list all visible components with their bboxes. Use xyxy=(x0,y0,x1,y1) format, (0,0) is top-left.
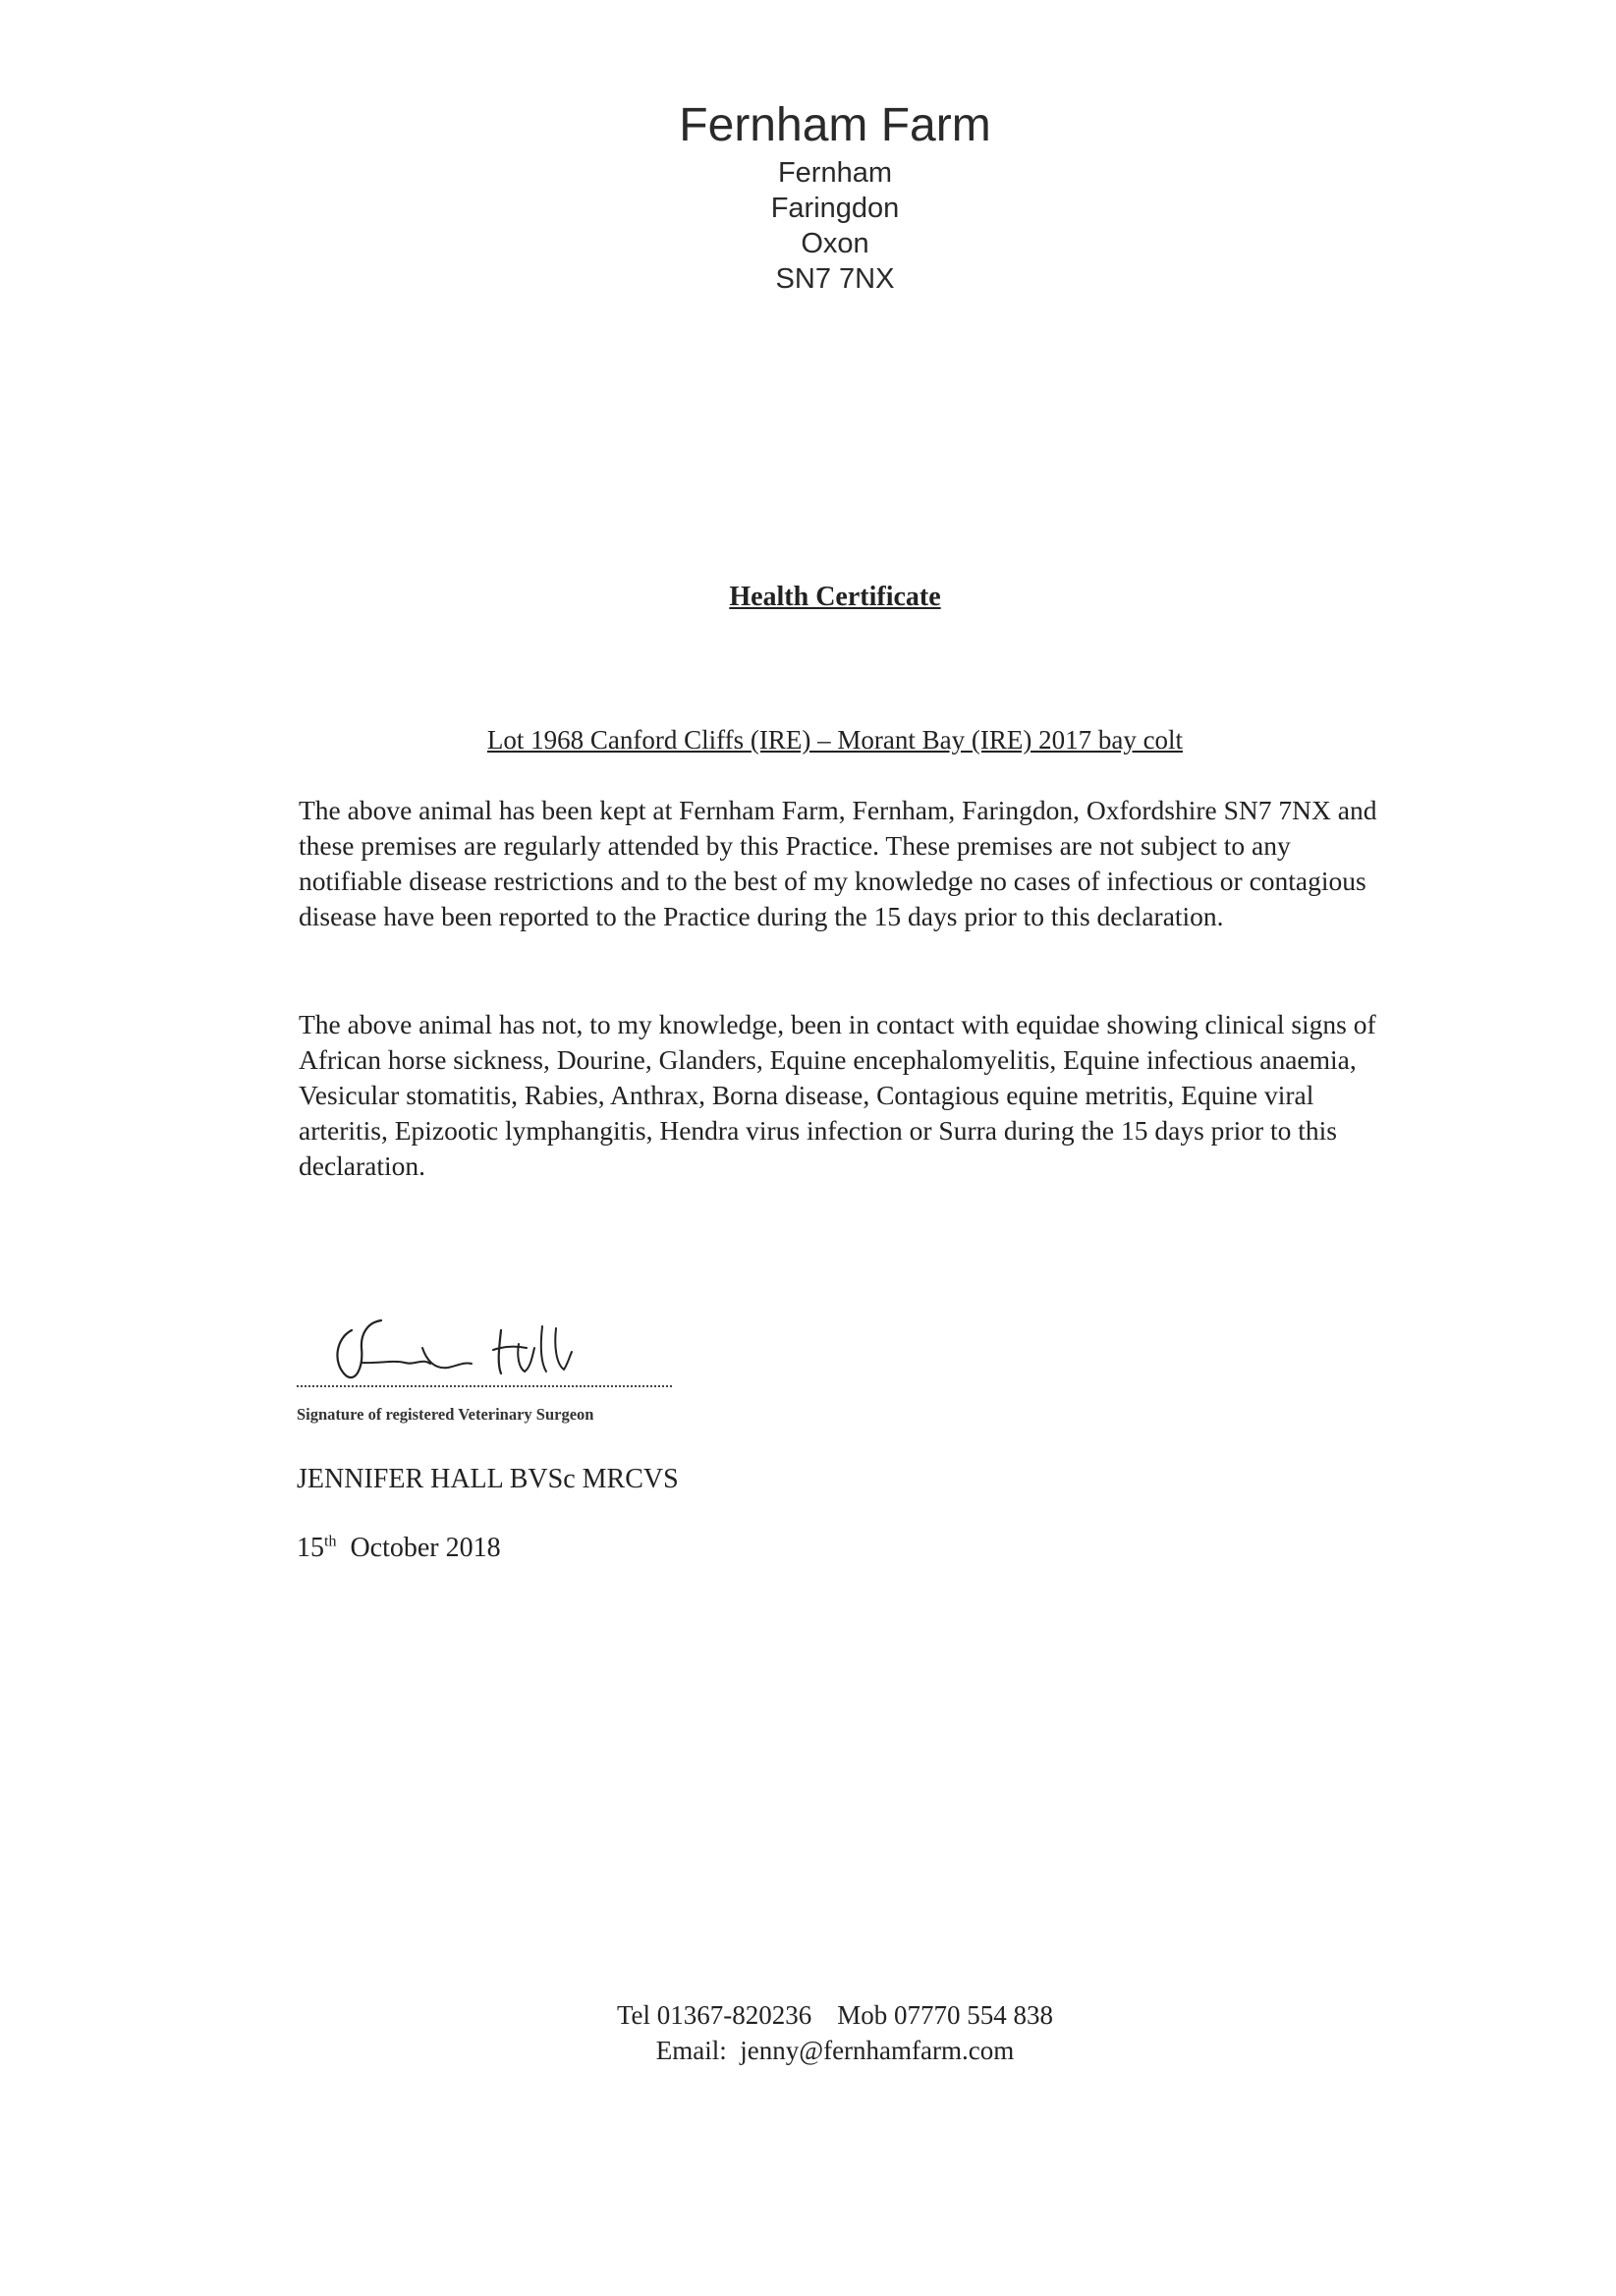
date-month-year: October 2018 xyxy=(350,1533,501,1563)
address-line-3: Oxon xyxy=(801,228,869,259)
telephone: Tel 01367-820236 xyxy=(616,2000,812,2030)
email-address: jenny@fernhamfarm.com xyxy=(740,2036,1015,2065)
phone-line xyxy=(0,1997,1616,2033)
handwritten-signature xyxy=(324,1309,658,1387)
signature-line xyxy=(297,1385,672,1387)
vet-name: JENNIFER HALL BVSc MRCVS xyxy=(297,1464,679,1494)
declaration-paragraph-1: The above animal has been kept at Fernham Farm, Fernham, Faringdon, Oxfordshire SN7 7NX and these premises are regularly attended by this Practice. These premises are not subject to any notifiable disease restrictions and to the best of my knowledge no cases of infectious or contagious disease have been reported to the Practice during the 15 days prior to this declaration. xyxy=(299,795,1377,931)
date-day: 15 xyxy=(297,1533,324,1563)
letterhead xyxy=(0,96,1616,297)
date-suffix: th xyxy=(324,1533,337,1550)
certificate-title: Health Certificate xyxy=(729,582,941,612)
address-line-4: SN7 7NX xyxy=(775,263,895,295)
declaration-date xyxy=(297,1533,501,1564)
address-line-2: Faringdon xyxy=(770,193,900,224)
farm-name: Fernham Farm xyxy=(679,99,991,151)
mobile: Mob 07770 554 838 xyxy=(837,2000,1054,2030)
lot-line: Lot 1968 Canford Cliffs (IRE) – Morant Bay (IRE) 2017 bay colt xyxy=(486,725,1184,755)
contact-footer xyxy=(0,1997,1616,2068)
email-label: Email: xyxy=(655,2036,727,2065)
signature-caption: Signature of registered Veterinary Surgeon xyxy=(297,1405,594,1424)
declaration-paragraph-2: The above animal has not, to my knowledge, been in contact with equidae showing clinical signs of African horse sickness, Dourine, Glanders, Equine encephalomyelitis, Equine infectious anaemia, Vesicular stomatitis, Rabies, Anthrax, Borna disease, Contagious equine metritis, Equine viral arteritis, Epizootic lymphangitis, Hendra virus infection or Surra during the 15 days prior to this declaration. xyxy=(299,1009,1376,1181)
email-line xyxy=(0,2033,1616,2068)
address-line-1: Fernham xyxy=(777,157,893,189)
